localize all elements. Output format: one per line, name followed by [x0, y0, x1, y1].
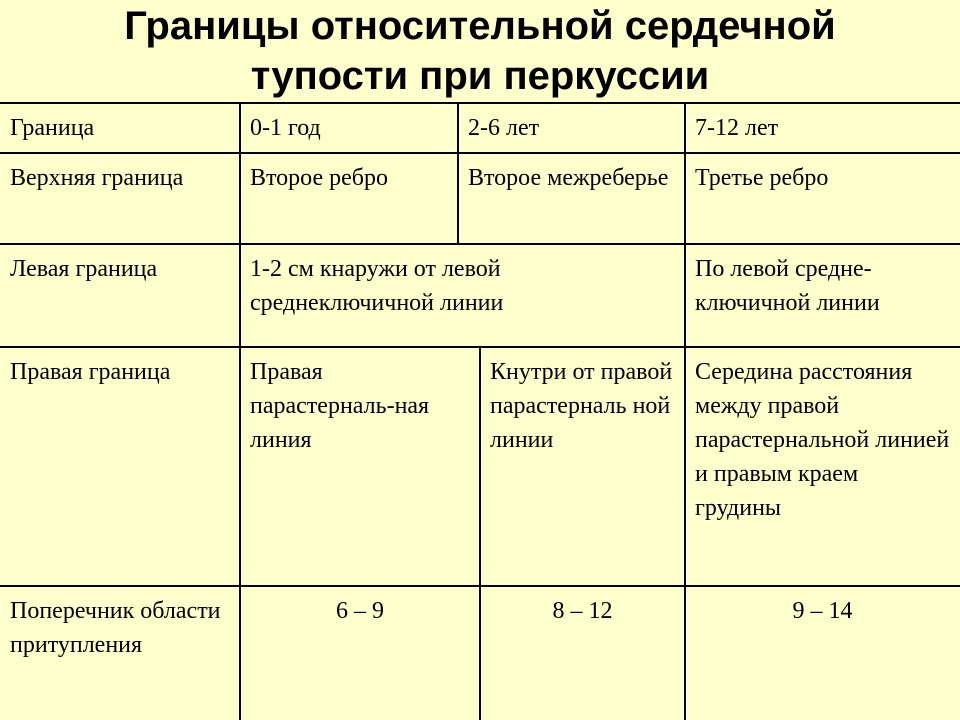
- row-diameter-age-2-6: 8 – 12: [552, 598, 613, 624]
- header-cell-border: Граница: [10, 115, 95, 141]
- row-left-age-7-12: По левой средне-ключичной линии: [695, 256, 880, 316]
- header-cell-age-2-6: 2-6 лет: [468, 115, 540, 141]
- table-border-top: [0, 102, 960, 104]
- header-cell-age-7-12: 7-12 лет: [695, 115, 779, 141]
- table-column-divider-2-upper: [457, 102, 459, 244]
- row-right-label: Правая граница: [10, 359, 171, 385]
- table-divider-after-header: [0, 152, 960, 154]
- row-right-age-7-12: Середина расстояния между правой парастернальной линией и правым краем грудины: [695, 359, 950, 521]
- table-column-divider-2-lower: [479, 346, 481, 720]
- row-upper-label: Верхняя граница: [10, 165, 184, 191]
- row-diameter-label: Поперечник области притупления: [10, 598, 221, 658]
- title-line-1: Границы относительной сердечной: [124, 4, 836, 48]
- row-diameter-age-7-12: 9 – 14: [792, 598, 853, 624]
- row-upper-age-7-12: Третье ребро: [695, 165, 829, 191]
- row-right-age-0-1: Правая парастерналь-ная линия: [250, 359, 430, 453]
- title-line-2: тупости при перкуссии: [250, 54, 710, 98]
- table-column-divider-1: [239, 102, 241, 720]
- row-left-label: Левая граница: [10, 256, 158, 282]
- row-upper-age-0-1: Второе ребро: [250, 165, 388, 191]
- row-left-age-0-6: 1-2 см кнаружи от левой среднеключичной линии: [250, 256, 504, 316]
- table-column-divider-3: [684, 102, 686, 720]
- row-diameter-age-0-1: 6 – 9: [336, 598, 384, 624]
- header-cell-age-0-1: 0-1 год: [250, 115, 321, 141]
- row-right-age-2-6: Кнутри от правой парастерналь ной линии: [490, 359, 673, 453]
- row-upper-age-2-6: Второе межреберье: [468, 165, 669, 191]
- table-divider-after-upper: [0, 243, 960, 245]
- slide-title: [0, 0, 960, 102]
